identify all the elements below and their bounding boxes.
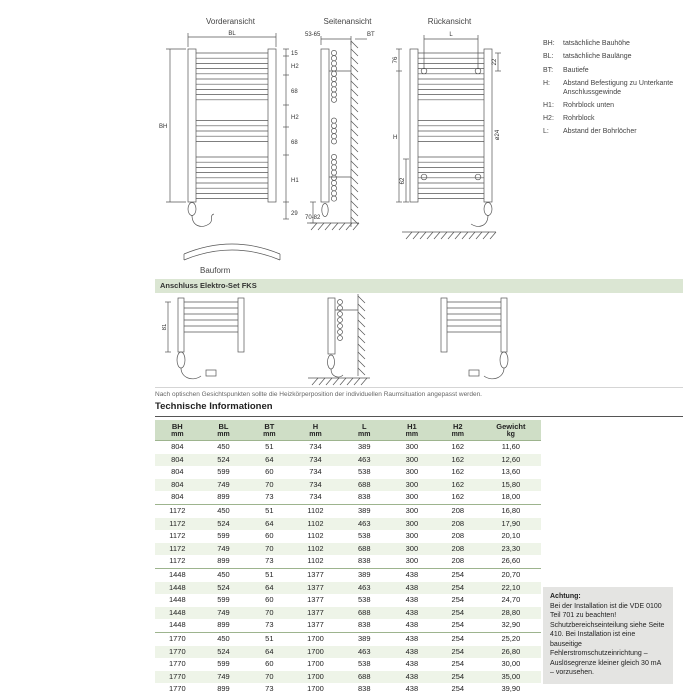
table-row bbox=[155, 683, 541, 696]
table-cell: 838 bbox=[358, 556, 371, 566]
table-cell: 1700 bbox=[291, 632, 339, 645]
table-cell: 51 bbox=[247, 568, 291, 581]
legend-value: tatsächliche Bauhöhe bbox=[563, 40, 630, 47]
table-cell: 804 bbox=[171, 479, 184, 489]
bauform-label: Bauform bbox=[200, 266, 231, 275]
dim-h2-upper: H2 bbox=[291, 64, 299, 70]
table-row bbox=[155, 504, 541, 517]
table-cell: 70 bbox=[265, 671, 274, 681]
table-cell: 688 bbox=[358, 479, 371, 489]
table-row bbox=[155, 658, 541, 671]
table-cell: 15,80 bbox=[501, 479, 521, 489]
table-cell: 23,30 bbox=[501, 543, 521, 553]
column-header: BL mm bbox=[200, 420, 248, 441]
table-cell: 51 bbox=[247, 632, 291, 645]
table-cell: 51 bbox=[265, 442, 274, 451]
table-cell: 1448 bbox=[168, 595, 186, 605]
table-cell: 254 bbox=[451, 620, 465, 630]
table-cell: 688 bbox=[358, 543, 371, 553]
front-view bbox=[158, 16, 303, 227]
table-cell: 599 bbox=[217, 659, 230, 669]
table-cell: 524 bbox=[217, 518, 230, 528]
table-cell: 599 bbox=[217, 467, 230, 477]
legend bbox=[543, 40, 693, 142]
mount-hole bbox=[421, 174, 427, 180]
table-cell: 254 bbox=[451, 659, 465, 669]
legend-value: Abstand Befestigung zu Unterkante Anschlussgewinde bbox=[563, 79, 674, 96]
table-cell: 300 bbox=[405, 454, 419, 464]
table-cell: 438 bbox=[405, 671, 419, 681]
front-rungs bbox=[196, 53, 268, 199]
dim-o24: ø24 bbox=[495, 129, 501, 141]
dim-76: 76 bbox=[393, 56, 399, 64]
e1-rungs bbox=[184, 302, 238, 332]
achtung-title: Achtung: bbox=[550, 593, 581, 600]
legend-value: Abstand der Bohrlöcher bbox=[563, 128, 637, 136]
table-cell: 254 bbox=[451, 607, 465, 617]
table-row bbox=[155, 607, 541, 620]
achtung-box bbox=[543, 587, 673, 684]
table-cell: 60 bbox=[265, 659, 274, 669]
floor-hatch-rear bbox=[406, 232, 496, 239]
table-cell: 1172 bbox=[169, 556, 186, 566]
table-cell: 463 bbox=[358, 454, 371, 464]
table-cell: 300 bbox=[405, 467, 419, 477]
table-cell: 463 bbox=[358, 582, 371, 592]
table-cell: 804 bbox=[171, 454, 184, 464]
table-cell: 300 bbox=[405, 543, 419, 553]
table-cell: 1377 bbox=[307, 607, 324, 617]
table-cell: 254 bbox=[435, 568, 481, 581]
heating-element bbox=[328, 355, 335, 369]
table-cell: 438 bbox=[389, 632, 435, 645]
table-cell: 1770 bbox=[168, 659, 186, 669]
table-cell: 1377 bbox=[307, 620, 324, 630]
table-row bbox=[155, 619, 541, 632]
table-cell: 734 bbox=[309, 467, 322, 477]
tech-table-header-row bbox=[155, 420, 541, 441]
table-cell: 1448 bbox=[168, 607, 186, 617]
dim-h: H bbox=[393, 135, 398, 141]
table-cell: 734 bbox=[309, 479, 322, 489]
table-cell: 73 bbox=[265, 556, 274, 566]
table-cell: 254 bbox=[435, 632, 481, 645]
table-row bbox=[155, 594, 541, 607]
dim-h1: H1 bbox=[291, 178, 299, 184]
table-cell: 162 bbox=[451, 454, 465, 464]
legend-key: H: bbox=[543, 79, 550, 87]
table-cell: 838 bbox=[358, 684, 371, 694]
dim-53-65: 53-65 bbox=[305, 32, 321, 38]
table-cell: 17,90 bbox=[501, 518, 521, 528]
table-cell: 438 bbox=[405, 595, 419, 605]
table-cell: 1448 bbox=[168, 620, 186, 630]
table-cell: 60 bbox=[265, 467, 274, 477]
table-cell: 1770 bbox=[155, 632, 200, 645]
legend-key: BL: bbox=[543, 53, 554, 61]
connection-box bbox=[206, 370, 216, 376]
table-row bbox=[155, 530, 541, 543]
table-cell: 450 bbox=[217, 442, 230, 451]
legend-item bbox=[543, 80, 693, 98]
table-cell: 734 bbox=[309, 442, 322, 451]
column-header: BH mm bbox=[155, 420, 200, 441]
table-cell: 1700 bbox=[307, 659, 324, 669]
table-cell: 538 bbox=[358, 595, 371, 605]
table-cell: 26,80 bbox=[501, 646, 521, 656]
rear-view-drawing bbox=[392, 27, 507, 242]
column-header: H mm bbox=[291, 420, 339, 441]
table-cell: 538 bbox=[358, 467, 371, 477]
legend-item bbox=[543, 67, 693, 76]
table-cell: 838 bbox=[358, 620, 371, 630]
dim-62: 62 bbox=[400, 177, 406, 185]
table-cell: 254 bbox=[451, 671, 465, 681]
tech-table-body bbox=[155, 441, 541, 696]
connection-box bbox=[469, 370, 479, 376]
table-cell: 300 bbox=[405, 492, 419, 502]
table-cell: 899 bbox=[217, 556, 230, 566]
table-cell: 1102 bbox=[291, 504, 339, 517]
dim-l: L bbox=[449, 32, 453, 38]
legend-value: tatsächliche Baulänge bbox=[563, 53, 632, 61]
table-row bbox=[155, 479, 541, 492]
table-cell: 64 bbox=[265, 646, 274, 656]
dim-bl: BL bbox=[228, 31, 236, 37]
legend-key: BH: bbox=[543, 40, 555, 47]
table-cell: 300 bbox=[405, 556, 419, 566]
table-cell: 450 bbox=[200, 568, 248, 581]
table-row bbox=[155, 466, 541, 479]
side-view-title: Seitenansicht bbox=[323, 17, 372, 26]
table-cell: 208 bbox=[451, 518, 465, 528]
legend-key: H2: bbox=[543, 115, 554, 122]
table-cell: 438 bbox=[405, 646, 419, 656]
table-cell: 64 bbox=[265, 518, 274, 528]
table-cell: 254 bbox=[451, 595, 465, 605]
table-cell: 32,90 bbox=[501, 620, 521, 630]
table-cell: 208 bbox=[435, 504, 481, 517]
table-cell: 162 bbox=[451, 467, 465, 477]
heating-element bbox=[500, 352, 508, 368]
legend-item bbox=[543, 128, 693, 137]
e2-tube-sections bbox=[338, 300, 343, 341]
table-cell: 18,00 bbox=[501, 492, 521, 502]
table-cell: 899 bbox=[217, 620, 230, 630]
table-cell: 438 bbox=[405, 684, 419, 694]
table-cell: 438 bbox=[405, 582, 419, 592]
dim-81: 81 bbox=[162, 323, 168, 331]
table-cell: 734 bbox=[309, 454, 322, 464]
table-cell: 30,00 bbox=[501, 659, 521, 669]
table-cell: 1377 bbox=[291, 568, 339, 581]
rear-view bbox=[392, 16, 507, 242]
table-cell: 1448 bbox=[168, 582, 186, 592]
legend-value: Bautiefe bbox=[563, 66, 589, 74]
table-cell: 22,10 bbox=[501, 582, 521, 592]
heating-element-rear bbox=[484, 203, 492, 216]
wall-hatch bbox=[351, 41, 358, 224]
legend-item bbox=[543, 115, 693, 124]
column-header: BT mm bbox=[247, 420, 291, 441]
table-cell: 254 bbox=[451, 646, 465, 656]
element-cable bbox=[181, 368, 201, 379]
table-cell: 599 bbox=[217, 531, 230, 541]
table-cell: 51 bbox=[247, 504, 291, 517]
table-cell: 450 bbox=[200, 504, 248, 517]
dim-bh: BH bbox=[159, 124, 168, 130]
table-cell: 162 bbox=[451, 492, 465, 502]
table-cell: 524 bbox=[217, 646, 230, 656]
table-row bbox=[155, 582, 541, 595]
table-cell: 64 bbox=[265, 454, 274, 464]
legend-key: BT: bbox=[543, 66, 554, 74]
dim-68-upper: 68 bbox=[291, 89, 298, 95]
table-cell: 35,00 bbox=[501, 671, 521, 681]
table-cell: 11,60 bbox=[501, 442, 520, 451]
table-cell: 438 bbox=[405, 607, 419, 617]
element-cable bbox=[192, 214, 214, 226]
table-cell: 1700 bbox=[307, 671, 324, 681]
heating-element bbox=[188, 203, 196, 216]
dim-bt: BT bbox=[367, 32, 375, 38]
table-cell: 389 bbox=[358, 442, 371, 451]
dim-29: 29 bbox=[291, 211, 298, 217]
table-cell: 208 bbox=[451, 543, 465, 553]
element-cable bbox=[331, 369, 343, 377]
dim-68-lower: 68 bbox=[291, 140, 298, 146]
table-cell: 300 bbox=[389, 504, 435, 517]
table-cell: 749 bbox=[217, 671, 230, 681]
table-cell: 463 bbox=[358, 646, 371, 656]
table-cell: 70 bbox=[265, 543, 274, 553]
table-row bbox=[155, 543, 541, 556]
table-cell: 438 bbox=[389, 568, 435, 581]
table-cell: 73 bbox=[265, 620, 274, 630]
table-cell: 1770 bbox=[168, 646, 186, 656]
tech-table bbox=[155, 420, 541, 696]
e2-floor-hatch bbox=[312, 378, 367, 385]
table-row bbox=[155, 646, 541, 659]
tech-info-title: Technische Informationen bbox=[155, 401, 683, 417]
table-cell: 1102 bbox=[307, 556, 324, 566]
legend-key: L: bbox=[543, 128, 549, 136]
table-cell: 1102 bbox=[307, 518, 324, 528]
table-cell: 438 bbox=[405, 659, 419, 669]
bauform-icon bbox=[180, 230, 285, 264]
heating-element-side bbox=[322, 204, 328, 217]
legend-key: H1: bbox=[543, 101, 554, 109]
legend-item bbox=[543, 102, 693, 111]
table-cell: 804 bbox=[171, 492, 184, 502]
table-cell: 208 bbox=[451, 531, 465, 541]
table-cell: 12,60 bbox=[501, 454, 521, 464]
elektro-drawing-left bbox=[162, 294, 262, 389]
table-cell: 300 bbox=[405, 531, 419, 541]
table-cell: 538 bbox=[358, 659, 371, 669]
table-cell: 538 bbox=[358, 531, 371, 541]
table-cell: 1448 bbox=[155, 568, 200, 581]
table-cell: 16,80 bbox=[481, 504, 541, 517]
table-cell: 1377 bbox=[307, 595, 324, 605]
table-cell: 389 bbox=[340, 504, 389, 517]
table-cell: 524 bbox=[217, 582, 230, 592]
side-tube-sections bbox=[331, 50, 336, 201]
table-cell: 438 bbox=[405, 620, 419, 630]
table-cell: 688 bbox=[358, 671, 371, 681]
table-cell: 208 bbox=[451, 556, 465, 566]
table-cell: 300 bbox=[405, 518, 419, 528]
column-header: L mm bbox=[340, 420, 389, 441]
front-view-drawing bbox=[158, 27, 303, 227]
table-cell: 838 bbox=[358, 492, 371, 502]
table-row bbox=[155, 555, 541, 568]
table-cell: 70 bbox=[265, 607, 274, 617]
table-cell: 28,80 bbox=[501, 607, 521, 617]
table-cell: 70 bbox=[265, 479, 274, 489]
table-cell: 20,10 bbox=[501, 531, 521, 541]
dim-h2-lower: H2 bbox=[291, 115, 299, 121]
table-cell: 749 bbox=[217, 479, 230, 489]
table-row bbox=[155, 491, 541, 504]
mount-hole bbox=[421, 68, 427, 74]
heating-element bbox=[177, 352, 185, 368]
table-cell: 749 bbox=[217, 607, 230, 617]
table-cell: 1172 bbox=[169, 518, 186, 528]
table-cell: 1102 bbox=[307, 531, 324, 541]
legend-list bbox=[543, 40, 693, 137]
legend-item bbox=[543, 53, 693, 62]
column-header: H1 mm bbox=[389, 420, 435, 441]
table-cell: 300 bbox=[405, 479, 419, 489]
table-cell: 13,60 bbox=[501, 467, 521, 477]
table-cell: 73 bbox=[265, 684, 274, 694]
column-header: Gewicht kg bbox=[481, 420, 541, 441]
table-cell: 1172 bbox=[169, 531, 186, 541]
dim-15: 15 bbox=[291, 51, 298, 57]
table-cell: 1770 bbox=[168, 684, 186, 694]
legend-value: Rohrblock unten bbox=[563, 101, 614, 109]
table-cell: 64 bbox=[265, 582, 274, 592]
table-cell: 899 bbox=[217, 492, 230, 502]
table-cell: 24,70 bbox=[501, 595, 521, 605]
achtung-text: Bei der Installation ist die VDE 0100 Teil 701 zu beachten! Schutzbereichseinteilung siehe Seite 410. Bei Installation ist eine bauseitige Fehlerstromschutzeinrichtung – Auslösegrenze kleiner gleich 30 mA – vorzusehen. bbox=[550, 603, 665, 677]
table-cell: 688 bbox=[358, 607, 371, 617]
table-cell: 1102 bbox=[307, 543, 324, 553]
table-row bbox=[155, 671, 541, 684]
table-cell: 389 bbox=[340, 632, 389, 645]
table-cell: 254 bbox=[451, 684, 465, 694]
mount-hole bbox=[475, 174, 481, 180]
rear-view-title: Rückansicht bbox=[427, 17, 472, 26]
table-row bbox=[155, 441, 541, 454]
legend-value: Rohrblock bbox=[563, 115, 595, 122]
table-cell: 463 bbox=[358, 518, 371, 528]
table-cell: 804 bbox=[171, 442, 184, 451]
table-row bbox=[155, 568, 541, 581]
table-cell: 1377 bbox=[307, 582, 324, 592]
side-view-drawing bbox=[305, 27, 390, 237]
table-cell: 1700 bbox=[307, 646, 324, 656]
table-cell: 300 bbox=[405, 442, 419, 451]
elektro-drawing-right bbox=[425, 294, 525, 389]
table-cell: 25,20 bbox=[481, 632, 541, 645]
dim-22: 22 bbox=[492, 58, 498, 66]
table-cell: 20,70 bbox=[481, 568, 541, 581]
elektro-drawing-middle bbox=[300, 294, 390, 389]
table-row bbox=[155, 518, 541, 531]
table-cell: 60 bbox=[265, 531, 274, 541]
column-header: H2 mm bbox=[435, 420, 481, 441]
table-cell: 524 bbox=[217, 454, 230, 464]
table-cell: 1172 bbox=[169, 543, 186, 553]
table-cell: 162 bbox=[451, 442, 465, 451]
table-cell: 60 bbox=[265, 595, 274, 605]
table-cell: 1172 bbox=[155, 504, 200, 517]
divider-rule bbox=[155, 387, 683, 388]
elektro-section-header: Anschluss Elektro-Set FKS bbox=[155, 279, 683, 293]
side-view bbox=[305, 16, 390, 237]
table-cell: 899 bbox=[217, 684, 230, 694]
table-cell: 450 bbox=[200, 632, 248, 645]
table-cell: 389 bbox=[340, 568, 389, 581]
front-view-title: Vorderansicht bbox=[206, 17, 255, 26]
table-cell: 1770 bbox=[168, 671, 186, 681]
table-cell: 73 bbox=[265, 492, 274, 502]
table-cell: 26,60 bbox=[501, 556, 521, 566]
table-cell: 749 bbox=[217, 543, 230, 553]
elektro-note: Nach optischen Gesichtspunkten sollte die Heizkörperposition der individuellen Raumsituation angepasst werden. bbox=[155, 391, 482, 398]
table-row bbox=[155, 454, 541, 467]
table-cell: 162 bbox=[451, 479, 465, 489]
element-cable bbox=[484, 368, 504, 379]
table-cell: 804 bbox=[171, 467, 184, 477]
legend-item bbox=[543, 40, 693, 49]
dim-70-82: 70-82 bbox=[305, 215, 321, 221]
e3-rungs bbox=[447, 302, 501, 332]
table-cell: 39,90 bbox=[501, 684, 521, 694]
table-row bbox=[155, 632, 541, 645]
e2-wall-hatch bbox=[358, 296, 365, 375]
table-cell: 254 bbox=[451, 582, 465, 592]
floor-hatch bbox=[311, 223, 359, 230]
rear-rungs bbox=[418, 53, 484, 199]
table-cell: 599 bbox=[217, 595, 230, 605]
element-cable-rear bbox=[471, 215, 488, 226]
table-cell: 734 bbox=[309, 492, 322, 502]
table-cell: 1700 bbox=[307, 684, 324, 694]
mount-hole bbox=[475, 68, 481, 74]
